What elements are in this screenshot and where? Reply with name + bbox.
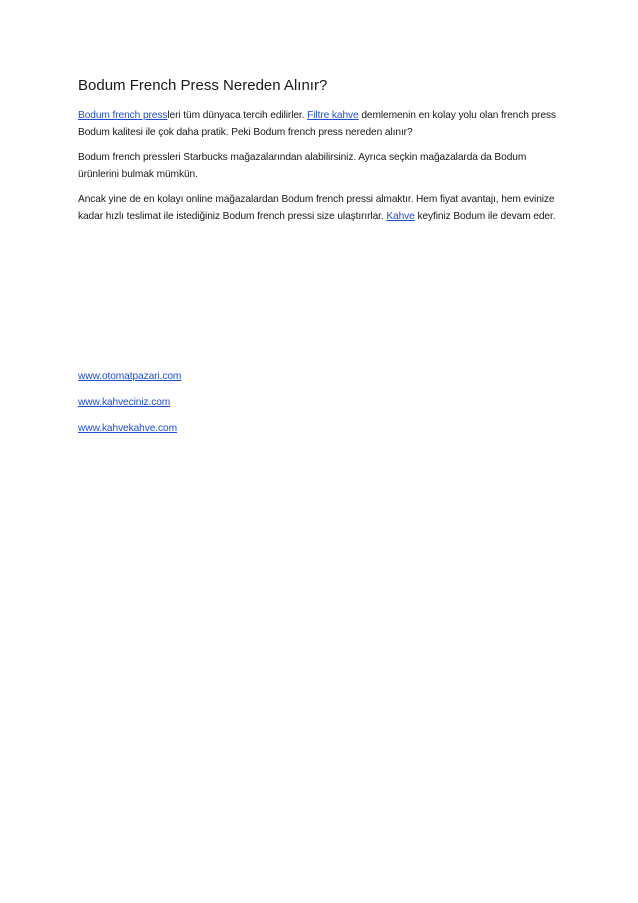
- paragraph-online-text-1: Ancak yine de en kolayı online mağazalardan Bodum french pressi almaktır. Hem fiyat avantajı, hem evinize kadar hızlı teslimat ile istediğiniz Bodum french pressi size ulaştırırlar.: [78, 194, 555, 222]
- document-title: Bodum French Press Nereden Alınır?: [78, 77, 328, 94]
- link-filtre-kahve[interactable]: Filtre kahve: [307, 110, 359, 121]
- link-list: [78, 368, 378, 446]
- paragraph-intro: [78, 107, 568, 141]
- link-item: [78, 394, 378, 411]
- paragraph-online-text-2: keyfiniz Bodum ile devam eder.: [414, 211, 556, 222]
- link-item: [78, 420, 378, 437]
- paragraph-intro-text-2: demlemenin en kolay yolu olan french press Bodum kalitesi ile çok daha pratik. Peki Bodum french press nereden alınır?: [78, 110, 556, 138]
- link-otomatpazari[interactable]: www.otomatpazari.com: [78, 371, 182, 382]
- link-kahvekahve[interactable]: www.kahvekahve.com: [78, 423, 177, 434]
- link-item: [78, 368, 378, 385]
- link-kahveciniz[interactable]: www.kahveciniz.com: [78, 397, 171, 408]
- link-bodum-french-press[interactable]: Bodum french press: [78, 110, 168, 121]
- paragraph-starbucks: Bodum french pressleri Starbucks mağazalarından alabilirsiniz. Ayrıca seçkin mağazalarda da Bodum ürünlerini bulmak mümkün.: [78, 152, 527, 180]
- link-kahve[interactable]: Kahve: [386, 211, 415, 222]
- paragraph-intro-text-1: leri tüm dünyaca tercih edilirler.: [167, 110, 308, 121]
- paragraph-online: [78, 191, 568, 225]
- document-body: [78, 76, 568, 233]
